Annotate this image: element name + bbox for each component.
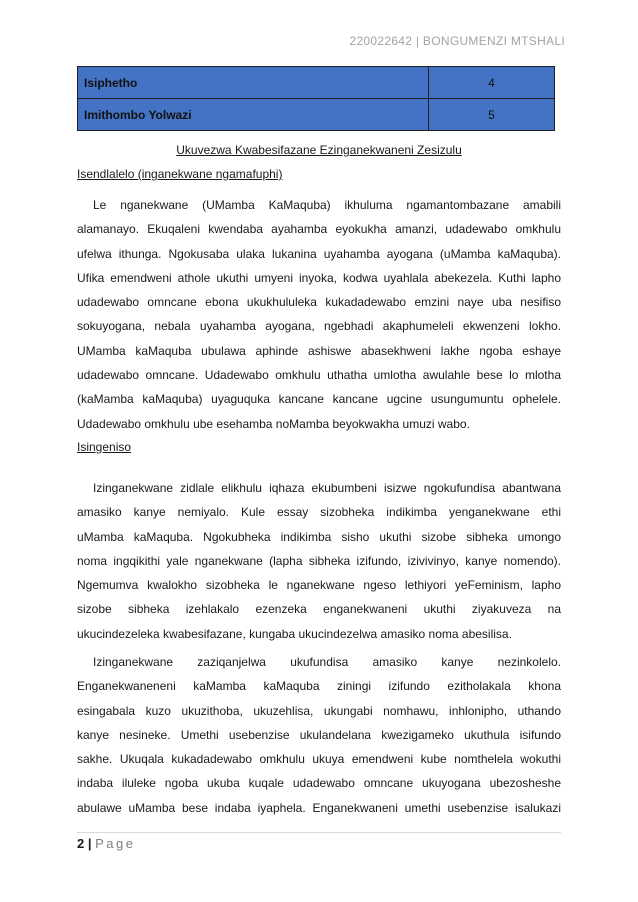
text-line: (kaMamba kaMaquba) uyaguquka kancane kancane ugcine usungumuntu ophelele. (77, 392, 561, 407)
page-number: 2 (77, 836, 85, 851)
page-footer (77, 836, 136, 851)
text-line: sokuyogana, nebala uyahamba ayogana, ngebhadi akaphumeleli ekwenzeni lokho. (77, 319, 561, 334)
table-of-contents (77, 66, 555, 131)
toc-page: 5 (429, 99, 555, 131)
text-line: alamanayo. Ekuqaleni kwendaba ayahamba eyokukha amanzi, udadewabo omkhulu (77, 222, 561, 237)
text-line: udadewabo omncane. Udadewabo omkhulu uthatha umlotha awulahle bese lo mlotha (77, 368, 561, 383)
toc-label: Imithombo Yolwazi (78, 99, 429, 131)
document-title: Ukuvezwa Kwabesifazane Ezinganekwaneni Zesizulu (176, 143, 462, 157)
text-line: noma ingqikithi yale nganekwane (lapha sibheka izifundo, izivivinyo, kanye nomendo). (77, 553, 561, 568)
text-line: Izinganekwane zaziqanjelwa ukufundisa amasiko kanye nezinkolelo. (93, 655, 561, 669)
footer-divider (77, 832, 561, 833)
text-line: ufelwa ithunga. Ngokusaba ulaka lukanina uyahamba ayogana (uMamba kaMaquba). (77, 246, 561, 261)
text-line: sizobe sibheka izehlakalo ezenzeka enganekwaneni ukuthi ziyakuveza na (77, 602, 561, 617)
text-line: indaba iluleke ngoba ukuba kuqale udadewabo omncane ukuyogana ubezosheshe (77, 776, 561, 791)
text-line: Enganekwaneneni kaMamba kaMaquba ziningi izifundo ezitholakala khona (77, 679, 561, 694)
text-line: Udadewabo omkhulu ube esehamba noMamba beyokwakha umuzi wabo. (77, 416, 470, 431)
page-label: Page (95, 836, 136, 851)
text-line: kanye nesineke. Umethi usebenzise ukulandelana kwezigameko ukuthula isifundo (77, 727, 561, 742)
section-heading-background: Isendlalelo (inganekwane ngamafuphi) (77, 167, 283, 181)
toc-label: Isiphetho (78, 67, 429, 99)
text-line: amasiko kanye nemiyalo. Kule essay sizobheka indikimba yenganekwane ethi (77, 505, 561, 520)
section-heading-introduction: Isingeniso (77, 440, 132, 454)
toc-page: 4 (429, 67, 555, 99)
text-line: sakhe. Ukuqala kukadadewabo omkhulu ukuya emendweni kube nomthelela wokuthi (77, 752, 561, 767)
text-line: Le nganekwane (UMamba KaMaquba) ikhuluma ngamantombazane amabili (93, 198, 561, 212)
text-line: Izinganekwane zidlale elikhulu iqhaza ekubumbeni isizwe ngokufundisa abantwana (93, 481, 561, 495)
text-line: uMamba kaMaquba. Ngokubheka indikimba sisho ukuthi sizobe sibheka umongo (77, 529, 561, 544)
page-header: 220022642 | BONGUMENZI MTSHALI (349, 34, 565, 48)
text-line: Ngemumva kwalokho sizobheka le nganekwane ngeso lethiyori yeFeminism, lapho (77, 578, 561, 593)
text-line: Ufika emendweni athole ukuthi umyeni inyoka, kodwa uyahlala abekezela. Kuthi lapho (77, 270, 561, 285)
text-line: UMamba kaMaquba ubulawa aphinde ashiswe abasekhweni lakhe ngoba eshaye (77, 343, 561, 358)
footer-separator: | (87, 836, 92, 851)
text-line: abulawe uMamba bese indaba iyaphela. Enganekwaneni umethi usebenzise isalukazi (77, 800, 561, 815)
paragraph (77, 476, 561, 646)
table-row (78, 67, 555, 99)
text-line: esingabala kuzo ukuzithoba, ukuzehlisa, ukungabi nomhawu, inhlonipho, uthando (77, 703, 561, 718)
paragraph (77, 193, 561, 436)
table-row (78, 99, 555, 131)
text-line: ukucindezeleka kwabesifazane, kungaba ukucindezelwa amasiko noma abesilisa. (77, 626, 512, 641)
paragraph (77, 650, 561, 820)
text-line: udadewabo omncane ebona ukukhululeka kukadadewabo emzini naye uba nesifiso (77, 295, 561, 310)
